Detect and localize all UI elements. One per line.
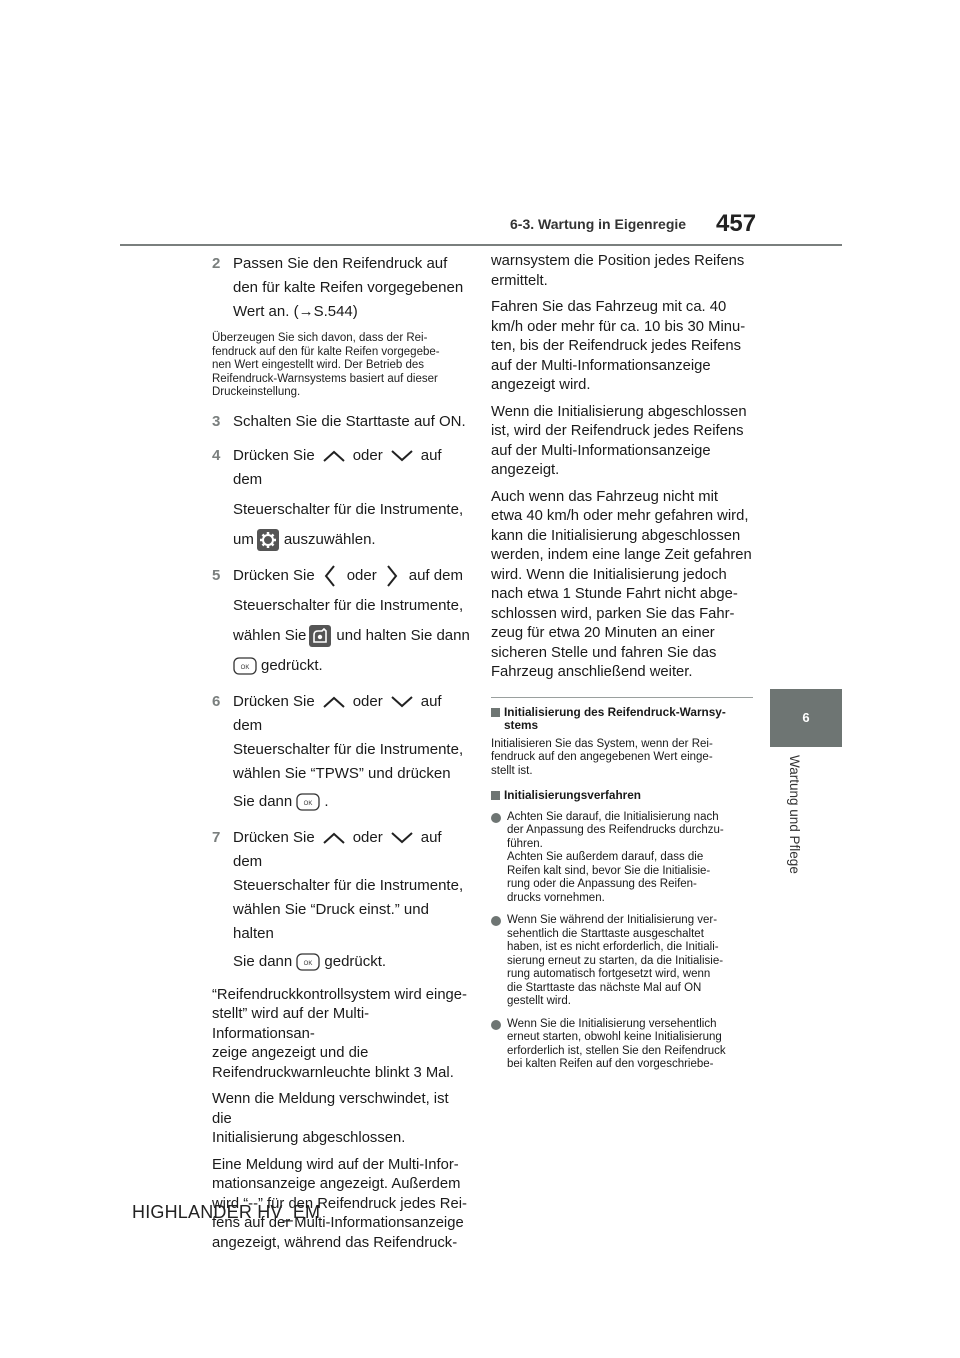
- step-text: auf dem: [408, 566, 463, 584]
- step-number: 6: [212, 692, 221, 710]
- text-line: angezeigt.: [491, 462, 560, 478]
- step-7: [212, 826, 470, 974]
- text-line: Druckeinstellung.: [212, 386, 301, 398]
- chapter-title: [784, 755, 808, 885]
- text-line: Wenn Sie während der Initialisierung ver-: [507, 914, 718, 926]
- text-line: warnsystem die Position jedes Reifens: [491, 253, 745, 269]
- text-line: Reifendruck-Warnsystems basiert auf dieser: [212, 372, 438, 385]
- text-line: führen.: [507, 837, 543, 850]
- text-line: “Reifendruckkontrollsystem wird einge-: [212, 986, 467, 1003]
- text-line: angezeigt wird.: [491, 377, 591, 393]
- heading-square-icon: [491, 791, 500, 800]
- step-text: wählen Sie “Druck einst.” und halten: [233, 900, 429, 942]
- chevron-up-icon: [321, 831, 347, 845]
- bullet-item: [491, 1018, 753, 1072]
- section-divider: [491, 697, 753, 698]
- note-paragraph: [212, 332, 470, 400]
- text-line: Reifen kalt sind, bevor Sie die Initialisie-: [507, 864, 711, 877]
- text-line: Achten Sie außerdem darauf, dass die: [507, 851, 704, 863]
- step-text: Drücken Sie: [233, 566, 315, 584]
- gear-icon: [257, 529, 279, 551]
- chevron-down-icon: [389, 831, 415, 845]
- heading-square-icon: [491, 708, 500, 717]
- text-line: der Anpassung des Reifendrucks durchzu-: [507, 824, 724, 836]
- step-text: oder: [346, 566, 377, 584]
- ok-button-icon: [233, 657, 257, 675]
- subsection-heading: [491, 789, 753, 803]
- text-line: werden, indem eine lange Zeit gefahren: [491, 547, 752, 563]
- svg-text:OK: OK: [304, 800, 313, 807]
- left-column: [212, 252, 470, 1260]
- text-line: haben, ist es nicht erforderlich, die Initiali-: [507, 941, 719, 953]
- ok-button-icon: [296, 793, 320, 811]
- step-number: 3: [212, 412, 221, 430]
- text-line: erneut starten, obwohl keine Initialisierung: [507, 1031, 722, 1043]
- footer-model: HIGHLANDER HV_EM: [132, 1202, 321, 1222]
- page-number: 457: [716, 210, 757, 237]
- text-line: fendruck auf den angegebenen Wert einge-: [491, 751, 713, 763]
- text-line: Wenn die Meldung verschwindet, ist die: [212, 1091, 449, 1127]
- step-text: Wert an. (→S.544): [233, 303, 358, 320]
- step-number: 2: [212, 255, 221, 272]
- text-line: gestellt wird.: [507, 995, 571, 1007]
- step-text: Passen Sie den Reifendruck auf: [233, 255, 448, 272]
- step-text: den für kalte Reifen vorgegebenen: [233, 279, 464, 296]
- paragraph: [491, 488, 753, 683]
- step-text: Sie dann: [233, 792, 293, 810]
- angle-left-icon: [323, 564, 337, 588]
- step-text: auf dem: [233, 828, 442, 870]
- text-line: Initialisierungsverfahren: [504, 788, 642, 802]
- note-paragraph: [491, 738, 753, 779]
- step-text: gedrückt.: [324, 952, 387, 970]
- text-line: fendruck auf den für kalte Reifen vorgegebe-: [212, 345, 440, 358]
- text-line: schlossen wird, parken Sie das Fahr-: [491, 605, 735, 622]
- step-text: auf dem: [233, 692, 442, 734]
- svg-text:OK: OK: [304, 960, 313, 967]
- text-line: Fahren Sie das Fahrzeug mit ca. 40: [491, 299, 727, 315]
- step-number: 5: [212, 566, 221, 584]
- text-line: ten, bis der Reifendruck jedes Reifens: [491, 338, 742, 354]
- paragraph: [491, 298, 753, 396]
- text-line: nen Wert eingestellt wird. Der Betrieb des: [212, 359, 424, 371]
- step-5: [212, 564, 470, 678]
- step-number: 7: [212, 828, 221, 846]
- step-text: wählen Sie: [233, 626, 307, 644]
- step-text: Steuerschalter für die Instrumente,: [233, 740, 464, 758]
- step-text: Drücken Sie: [233, 692, 315, 710]
- text-line: kann die Initialisierung abgeschlossen: [491, 527, 741, 544]
- text-line: wird “--” für den Reifendruck jedes Rei-: [212, 1195, 467, 1212]
- text-line: erforderlich ist, stellen Sie den Reifendruck: [507, 1044, 726, 1057]
- step-text: auf dem: [233, 446, 442, 488]
- subsection-heading: [491, 706, 753, 733]
- step-text: Sie dann: [233, 952, 293, 970]
- step-text: oder: [352, 692, 383, 710]
- step-4: [212, 444, 470, 552]
- bullet-dot-icon: [491, 1020, 501, 1030]
- text-line: mationsanzeige angezeigt. Außerdem: [212, 1176, 461, 1193]
- paragraph: [491, 403, 753, 481]
- text-line: Überzeugen Sie sich davon, dass der Rei-: [212, 332, 428, 344]
- text-line: stems: [504, 718, 539, 732]
- text-line: km/h oder mehr für ca. 10 bis 30 Minu-: [491, 318, 746, 335]
- text-line: Eine Meldung wird auf der Multi-Infor-: [212, 1156, 459, 1173]
- angle-right-icon: [385, 564, 399, 588]
- text-line: sicheren Stelle und fahren Sie das: [491, 644, 717, 661]
- chapter-tab: 6: [770, 689, 842, 747]
- step-text: um: [233, 530, 254, 548]
- text-line: Initialisierung abgeschlossen.: [212, 1130, 406, 1147]
- chevron-down-icon: [389, 449, 415, 463]
- chevron-down-icon: [389, 695, 415, 709]
- step-text: Steuerschalter für die Instrumente,: [233, 500, 464, 518]
- paragraph: [212, 1090, 470, 1149]
- step-text: Schalten Sie die Starttaste auf ON.: [233, 412, 466, 430]
- text-line: angezeigt, während das Reifendruck-: [212, 1234, 458, 1251]
- step-3: [212, 410, 470, 434]
- paragraph: [491, 252, 753, 291]
- text-line: Wenn die Initialisierung abgeschlossen: [491, 403, 747, 420]
- text-line: auf der Multi-Informationsanzeige: [491, 442, 711, 459]
- text-line: Initialisieren Sie das System, wenn der Rei-: [491, 737, 713, 750]
- text-line: sehentlich die Starttaste ausgeschaltet: [507, 927, 704, 940]
- text-line: zeige angezeigt und die: [212, 1045, 369, 1062]
- right-column: [491, 252, 753, 1081]
- text-line: sierung erneut zu starten, da die Initialisie-: [507, 954, 724, 967]
- text-line: etwa 40 km/h oder mehr gefahren wird,: [491, 508, 749, 524]
- text-line: Reifendruckwarnleuchte blinkt 3 Mal.: [212, 1064, 454, 1081]
- step-text: auszuwählen.: [283, 530, 376, 548]
- chevron-up-icon: [321, 695, 347, 709]
- paragraph: [212, 986, 470, 1084]
- bullet-dot-icon: [491, 813, 501, 823]
- text-line: rung automatisch fortgesetzt wird, wenn: [507, 968, 711, 980]
- text-line: fens auf der Multi-Informationsanzeige: [212, 1215, 464, 1232]
- text-line: bei kalten Reifen auf den vorgeschriebe-: [507, 1058, 714, 1070]
- step-text: oder: [352, 446, 383, 464]
- bullet-item: [491, 811, 753, 906]
- section-title: 6-3. Wartung in Eigenregie: [510, 216, 687, 232]
- step-text: Steuerschalter für die Instrumente,: [233, 876, 464, 894]
- text-line: rung oder die Anpassung des Reifen-: [507, 878, 697, 890]
- text-line: Fahrzeug anschließend weiter.: [491, 664, 693, 680]
- bullet-dot-icon: [491, 916, 501, 926]
- text-line: drucks vornehmen.: [507, 891, 605, 904]
- chapter-title-text: Wartung und Pflege: [787, 755, 802, 874]
- step-text: Drücken Sie: [233, 446, 315, 464]
- step-number: 4: [212, 446, 221, 464]
- text-line: die Starttaste das nächste Mal auf ON: [507, 981, 702, 994]
- text-line: ist, wird der Reifendruck jedes Reifens: [491, 423, 744, 439]
- text-line: Achten Sie darauf, die Initialisierung nach: [507, 810, 719, 823]
- text-line: Wenn Sie die Initialisierung versehentlich: [507, 1017, 717, 1030]
- header-rule: [120, 244, 842, 246]
- text-line: stellt ist.: [491, 764, 533, 777]
- text-line: auf der Multi-Informationsanzeige: [491, 357, 711, 374]
- text-line: ermittelt.: [491, 272, 548, 289]
- bullet-item: [491, 914, 753, 1009]
- step-6: [212, 690, 470, 814]
- step-text: Steuerschalter für die Instrumente,: [233, 596, 464, 614]
- text-line: Initialisierung des Reifendruck-Warnsy-: [504, 704, 726, 719]
- tire-pressure-icon: [309, 625, 331, 647]
- text-line: stellt” wird auf der Multi-Informationsan-: [212, 1006, 370, 1042]
- svg-text:OK: OK: [240, 664, 250, 671]
- step-text: wählen Sie “TPWS” und drücken: [233, 764, 451, 782]
- text-line: wird. Wenn die Initialisierung jedoch: [491, 566, 727, 583]
- chevron-up-icon: [321, 449, 347, 463]
- text-line: nach etwa 1 Stunde Fahrt nicht abge-: [491, 586, 738, 602]
- text-line: Auch wenn das Fahrzeug nicht mit: [491, 488, 719, 505]
- step-text: gedrückt.: [261, 656, 323, 674]
- step-2: [212, 252, 470, 324]
- step-text: und halten Sie dann: [336, 626, 470, 644]
- step-text: Drücken Sie: [233, 828, 315, 846]
- ok-button-icon: [296, 953, 320, 971]
- text-line: zeug für etwa 20 Minuten an einer: [491, 625, 715, 641]
- step-text: oder: [352, 828, 383, 846]
- step-text: .: [324, 792, 329, 810]
